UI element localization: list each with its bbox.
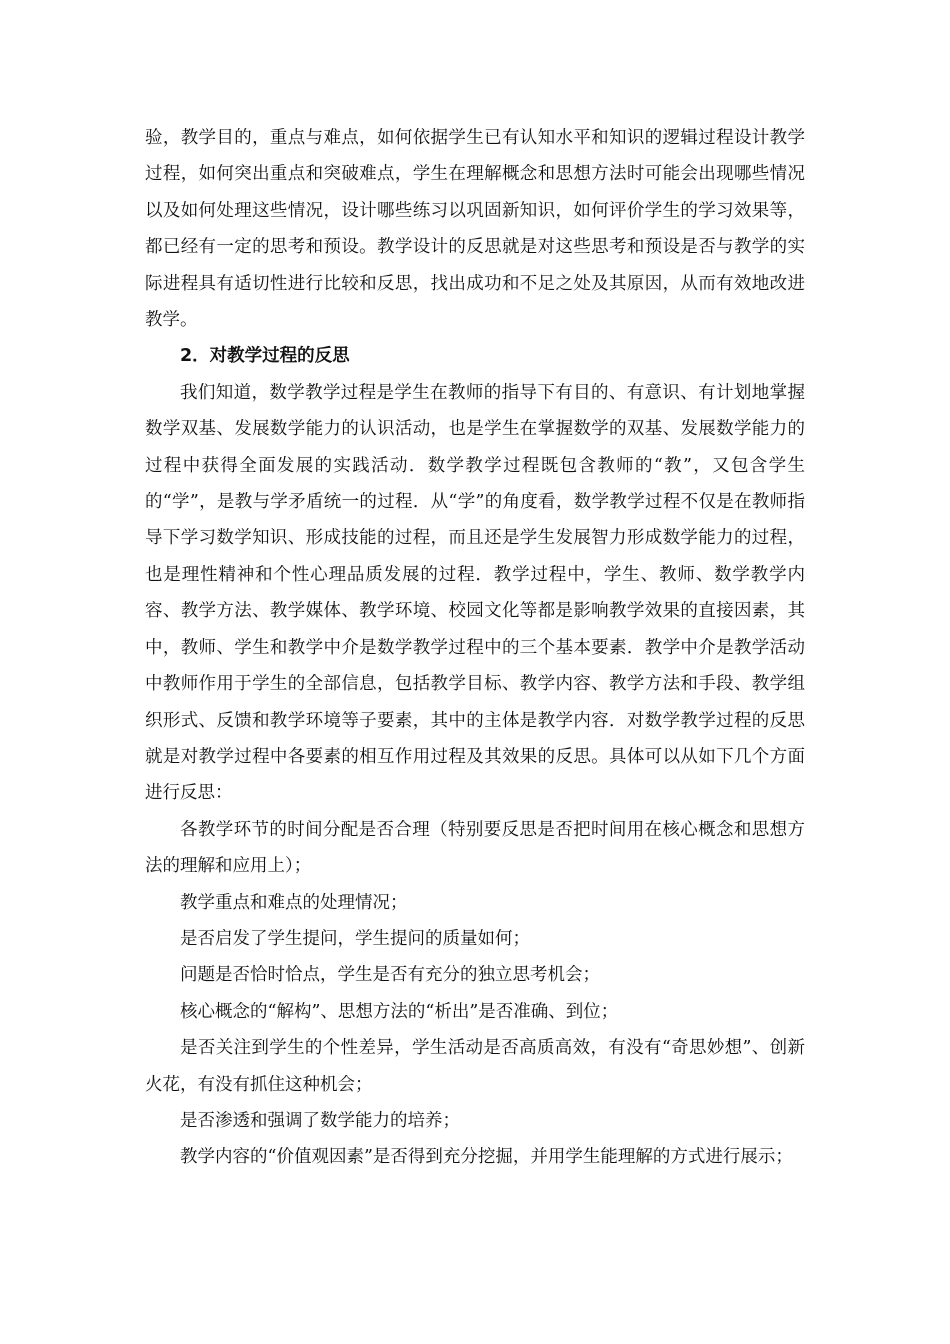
reflection-point: 是否启发了学生提问，学生提问的质量如何； — [180, 928, 530, 949]
reflection-point: 核心概念的“解构”、思想方法的“析出”是否准确、到位； — [180, 1001, 619, 1022]
reflection-point: 是否关注到学生的个性差异，学生活动是否高质高效，有没有“奇思妙想”、创新火花，有没有抓住这种机会； — [145, 1038, 805, 1095]
paragraph: 我们知道，数学教学过程是学生在教师的指导下有目的、有意识、有计划地掌握数学双基、发展数学能力的认识活动，也是学生在掌握数学的双基、发展数学能力的过程中获得全面发展的实践活动．数学教学过程既包含教师的“教”，又包含学生的“学”，是教与学矛盾统一的过程．从“学”的角度看，数学教学过程不仅是在教师指导下学习数学知识、形成技能的过程，而且还是学生发展智力形成数学能力的过程，也是理性精神和个性心理品质发展的过程．教学过程中，学生、教师、数学教学内容、教学方法、教学媒体、教学环境、校园文化等都是影响教学效果的直接因素，其中，教师、学生和教学中介是数学教学过程中的三个基本要素．教学中介是教学活动中教师作用于学生的全部信息，包括教学目标、教学内容、教学方法和手段、教学组织形式、反馈和教学环境等子要素，其中的主体是教学内容．对数学教学过程的反思就是对教学过程中各要素的相互作用过程及其效果的反思。具体可以从如下几个方面进行反思： — [145, 382, 805, 804]
reflection-point: 问题是否恰时恰点，学生是否有充分的独立思考机会； — [180, 965, 600, 986]
reflection-point: 各教学环节的时间分配是否合理（特别要反思是否把时间用在核心概念和思想方法的理解和应用上）； — [145, 819, 805, 877]
reflection-point: 教学内容的“价值观因素”是否得到充分挖掘，并用学生能理解的方式进行展示； — [180, 1147, 793, 1168]
reflection-point: 教学重点和难点的处理情况； — [180, 892, 408, 913]
document-body — [145, 120, 805, 1176]
section-heading: 2．对教学过程的反思 — [180, 346, 350, 367]
paragraph-continuation: 验，教学目的，重点与难点，如何依据学生已有认知水平和知识的逻辑过程设计教学过程，如何突出重点和突破难点，学生在理解概念和思想方法时可能会出现哪些情况以及如何处理这些情况，设计哪些练习以巩固新知识，如何评价学生的学习效果等，都已经有一定的思考和预设。教学设计的反思就是对这些思考和预设是否与教学的实际进程具有适切性进行比较和反思，找出成功和不足之处及其原因，从而有效地改进教学。 — [145, 128, 805, 331]
reflection-point: 是否渗透和强调了数学能力的培养； — [180, 1110, 460, 1131]
